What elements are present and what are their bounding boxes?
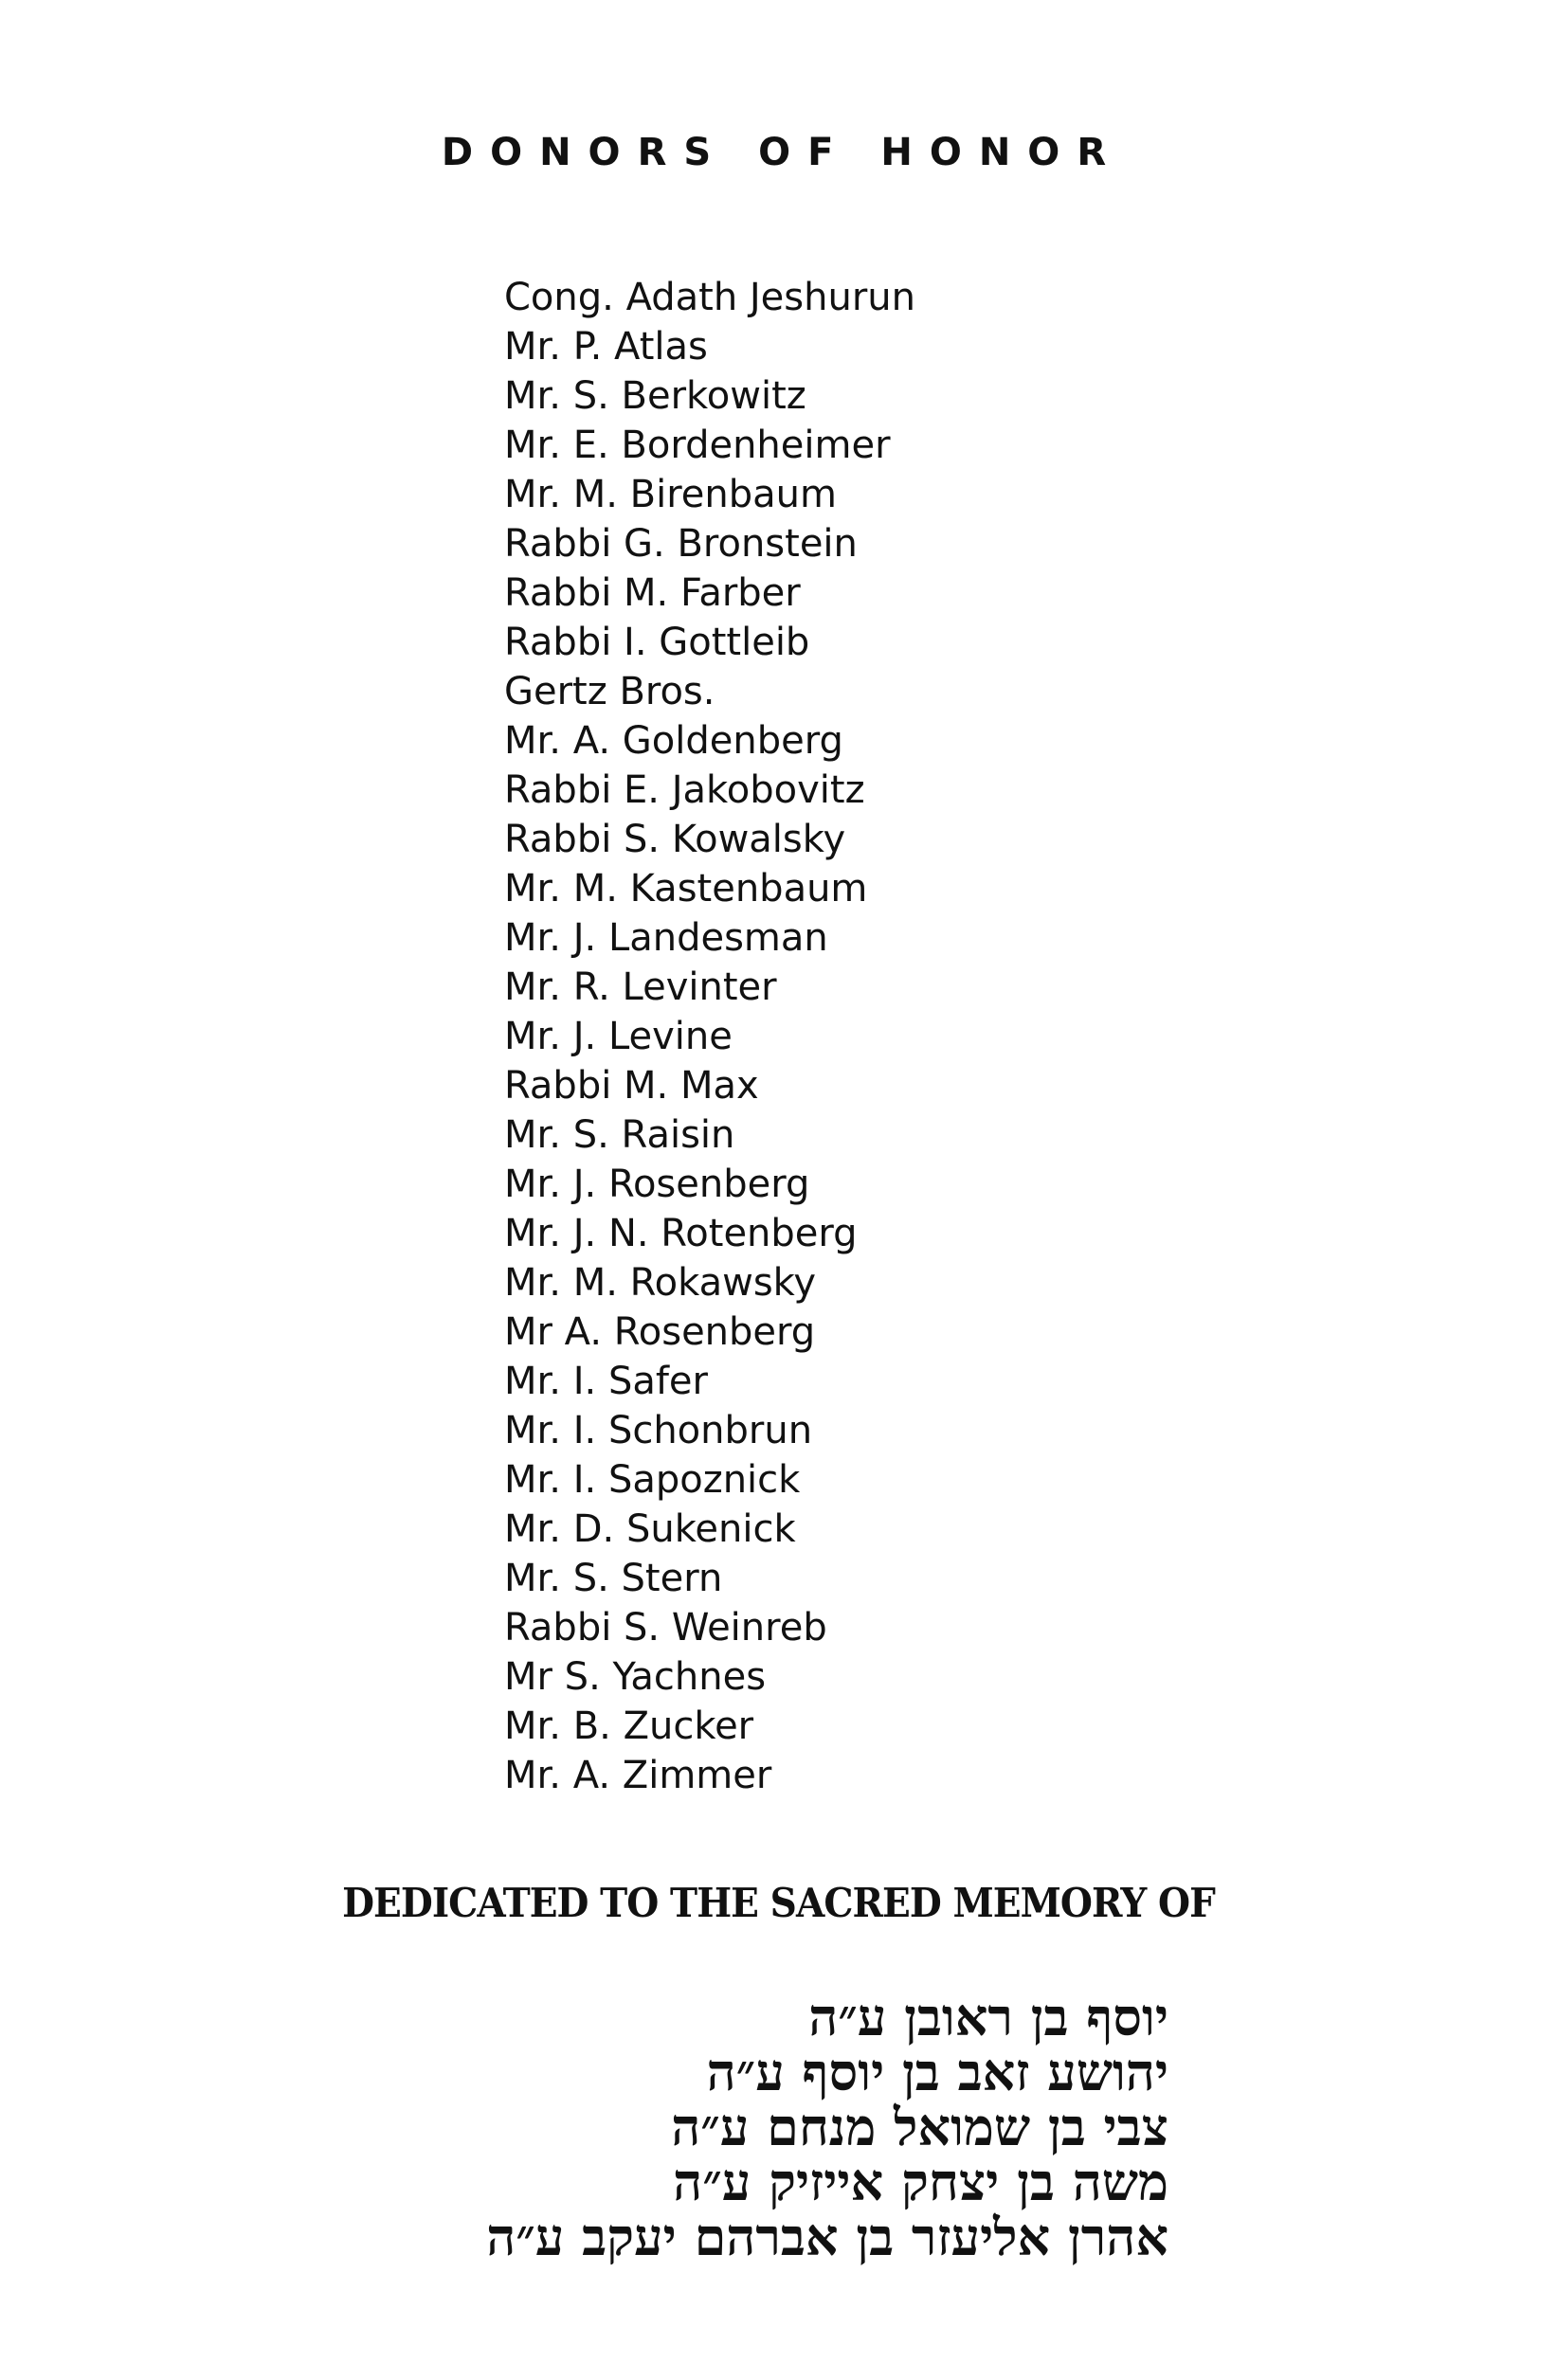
donor-name: Mr. D. Sukenick xyxy=(504,1507,796,1551)
donor-name: Rabbi E. Jakobovitz xyxy=(504,768,865,812)
donor-name: Mr. I. Schonbrun xyxy=(504,1409,813,1452)
donor-name: Mr. S. Raisin xyxy=(504,1113,735,1157)
memorial-name: צבי בן שמואל מנחם ע״ה xyxy=(671,2097,1168,2157)
memorial-name: אהרן אליעזר בן אברהם יעקב ע״ה xyxy=(486,2207,1168,2267)
donor-name: Mr. M. Rokawsky xyxy=(504,1261,817,1305)
donor-name: Mr. S. Stern xyxy=(504,1557,723,1600)
donor-name: Mr. R. Levinter xyxy=(504,965,777,1009)
donor-name: Mr. S. Berkowitz xyxy=(504,374,806,418)
donor-name: Rabbi M. Farber xyxy=(504,571,801,615)
donor-name: Rabbi S. Weinreb xyxy=(504,1606,827,1650)
donor-name: Rabbi M. Max xyxy=(504,1064,759,1108)
memorial-name: משה בן יצחק אייזיק ע״ה xyxy=(673,2152,1168,2212)
donor-name: Rabbi G. Bronstein xyxy=(504,522,858,566)
donor-name: Mr. J. Landesman xyxy=(504,916,828,960)
donor-name: Mr S. Yachnes xyxy=(504,1655,767,1699)
donor-name: Mr. J. N. Rotenberg xyxy=(504,1212,858,1255)
donor-name: Mr. A. Zimmer xyxy=(504,1754,772,1797)
donor-name: Mr. M. Kastenbaum xyxy=(504,867,868,911)
donor-name: Mr. P. Atlas xyxy=(504,325,708,369)
donor-name: Mr. A. Goldenberg xyxy=(504,719,843,763)
donor-name: Mr. I. Sapoznick xyxy=(504,1458,801,1502)
donor-name: Mr. J. Levine xyxy=(504,1015,733,1058)
memorial-name: יוסף בן ראובן ע״ה xyxy=(808,1987,1168,2047)
donor-name: Mr. I. Safer xyxy=(504,1360,708,1403)
donor-name: Mr. M. Birenbaum xyxy=(504,473,837,516)
memorial-list xyxy=(486,1987,1168,2267)
donor-name: Cong. Adath Jeshurun xyxy=(504,276,915,319)
page-title: DONORS OF HONOR xyxy=(441,131,1124,174)
donor-name: Mr. J. Rosenberg xyxy=(504,1163,810,1206)
donor-name: Mr. B. Zucker xyxy=(504,1704,754,1748)
donor-name: Rabbi S. Kowalsky xyxy=(504,818,846,861)
donor-name: Gertz Bros. xyxy=(504,670,715,713)
dedication-heading: DEDICATED TO THE SACRED MEMORY OF xyxy=(342,1880,1215,1926)
donor-name: Mr A. Rosenberg xyxy=(504,1310,816,1354)
donor-list xyxy=(504,273,915,1800)
donor-name: Mr. E. Bordenheimer xyxy=(504,424,891,467)
donor-name: Rabbi I. Gottleib xyxy=(504,621,810,664)
memorial-name: יהושע זאב בן יוסף ע״ה xyxy=(706,2042,1168,2102)
